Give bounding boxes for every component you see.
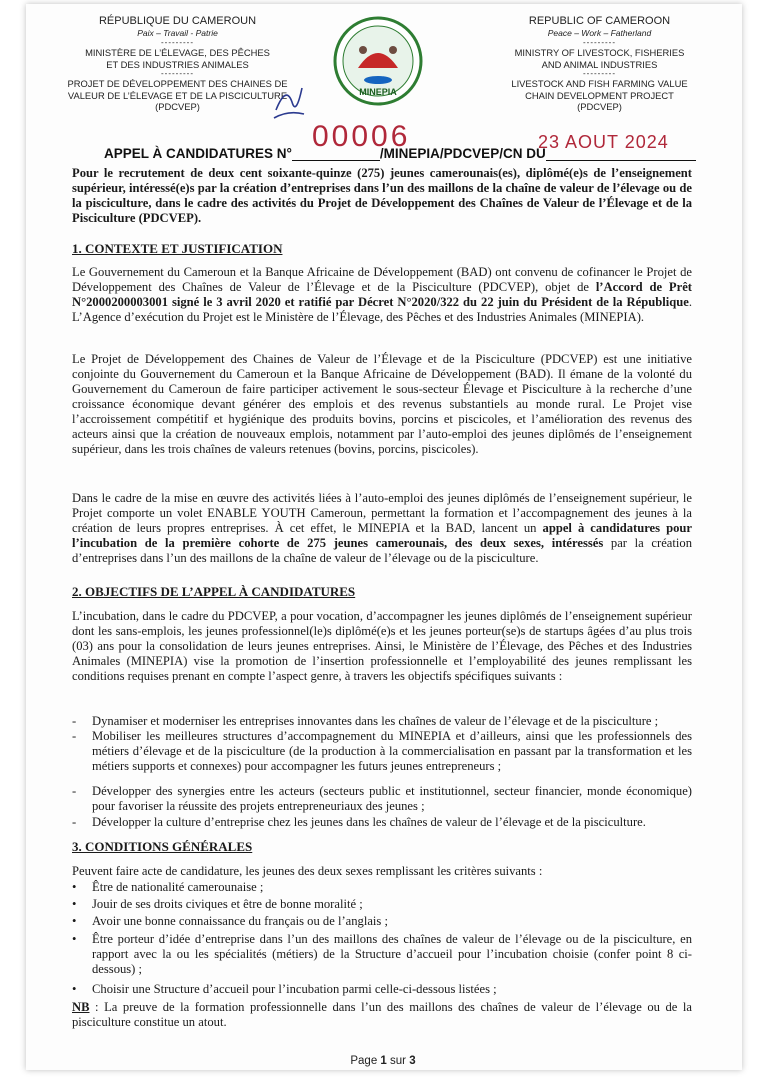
header-right-project-2: CHAIN DEVELOPMENT PROJECT xyxy=(525,89,674,101)
header-left-country: RÉPUBLIQUE DU CAMEROUN xyxy=(98,15,257,27)
page-number: Page 1 sur 3 xyxy=(350,1055,416,1067)
section-2-heading: 2. OBJECTIFS DE L’APPEL À CANDIDATURES xyxy=(72,584,356,599)
condition-item: • Choisir une Structure d’accueil pour l’incubation parmi celle-ci-dessous listées ; xyxy=(72,982,497,996)
header-right-divider: --------- xyxy=(583,38,616,47)
section-3-heading: 3. CONDITIONS GÉNÉRALES xyxy=(72,839,253,854)
header-left-project-3: (PDCVEP) xyxy=(155,101,200,112)
condition-item: • Avoir une bonne connaissance du français ou de l’anglais ; xyxy=(72,914,388,928)
date-stamp: 23 AOUT 2024 xyxy=(538,132,669,152)
reference-number-stamp: 00006 xyxy=(312,120,411,153)
header-left-ministry-2: ET DES INDUSTRIES ANIMALES xyxy=(106,58,249,70)
header-right-ministry-1: MINISTRY OF LIVESTOCK, FISHERIES xyxy=(514,47,685,58)
condition-item: • Être porteur d’idée d’entreprise dans l’un des maillons des chaînes de valeur de l’élevage ou de la pisciculture, en rapport avec la ou les spécialités (métiers) de la Structure d’accueil pour l’incubation choisie (confer point 8 ci-dessous) ; xyxy=(72,932,692,976)
logo-text: MINEPIA xyxy=(359,87,397,97)
header-right-country: REPUBLIC OF CAMEROON xyxy=(528,15,671,27)
section-1-paragraph-1: Le Gouvernement du Cameroun et la Banque Africaine de Développement (BAD) ont convenu de cofinancer le Projet de Développement des Chaînes de Valeur de l’Élevage et de la Pisciculture (PDCVEP), objet de l’Accord de Prêt N°2000200003001 signé le 3 avril 2020 et ratifié par Décret N°2020/322 du 22 juin du Président de la République. L’Agence d’exécution du Projet est le Ministère de l’Élevage, des Pêches et des Industries Animales (MINEPIA). xyxy=(72,265,692,324)
objective-item: - Dynamiser et moderniser les entreprises innovantes dans les chaînes de valeur de l’élevage et de la pisciculture ; xyxy=(72,714,659,728)
title-suffix: /MINEPIA/PDCVEP/CN DU xyxy=(379,146,546,161)
header-left-project-2: VALEUR DE L’ÉLEVAGE ET DE LA PISCICULTURE xyxy=(67,89,288,101)
section-3-paragraph-1: Peuvent faire acte de candidature, les jeunes des deux sexes remplissant les critères suivants : xyxy=(72,864,543,878)
intro-paragraph: Pour le recrutement de deux cent soixante-quinze (275) jeunes camerounais(es), diplômé(e)s de l’enseignement supérieur, intéressé(e)s par la création d’entreprises dans l’un des maillons de la chaîne de valeur de l’élevage ou de la pisciculture, dans le cadre des activités du Projet de Développement des Chaînes de Valeur de l’Élevage et de la Pisciculture (PDCVEP). xyxy=(72,166,692,225)
objective-item: - Développer la culture d’entreprise chez les jeunes dans les chaînes de valeur de l’élevage et de la pisciculture. xyxy=(72,815,646,829)
objective-item: - Mobiliser les meilleures structures d’accompagnement du MINEPIA et d’ailleurs, ainsi que les professionnels des métiers d’élevage et de la pisciculture (de la production à la commercialisation en passant par la transformation et les métiers supports et connexes) pour accompagner les futurs jeunes entrepreneurs ; xyxy=(72,729,692,773)
objective-item: - Développer des synergies entre les acteurs (secteurs public et institutionnel, secteur financier, monde économique) pour favoriser la réussite des projets entrepreneuriaux des jeunes ; xyxy=(72,784,692,813)
header-left-motto: Paix – Travail - Patrie xyxy=(137,28,218,38)
header-left-ministry-1: MINISTÈRE DE L’ÉLEVAGE, DES PÊCHES xyxy=(85,47,270,58)
nota-bene: NB : La preuve de la formation professionnelle dans l’un des maillons des chaînes de valeur de l’élevage ou de la pisciculture constitue un atout. xyxy=(72,1000,692,1029)
section-2-paragraph-1: L’incubation, dans le cadre du PDCVEP, a pour vocation, d’accompagner les jeunes diplômés de l’enseignement supérieur dont les sans-emplois, les jeunes professionnel(le)s diplômé(e)s et les jeunes porteur(se)s de startups âgées d’au plus trois (03) ans pour la consolidation de leurs jeunes entreprises. Ainsi, le Ministère de l’Élevage, des Pêches et des Industries Animales (MINEPIA) vise la promotion de l’insertion professionnelle et l’employabilité des jeunes remplissant les conditions requises prenant en compte l’aspect genre, à travers les objectifs spécifiques suivants : xyxy=(72,609,692,683)
condition-item: • Être de nationalité camerounaise ; xyxy=(72,880,264,894)
header-left-project-1: PROJET DE DÉVELOPPEMENT DES CHAINES DE xyxy=(67,78,288,89)
header-left-divider-2: --------- xyxy=(161,69,194,78)
header-right-divider-2: --------- xyxy=(583,69,616,78)
minepia-logo xyxy=(333,16,423,106)
signature-mark xyxy=(268,80,308,125)
header-left-divider: --------- xyxy=(161,38,194,47)
header-right xyxy=(472,14,727,113)
section-1-heading: 1. CONTEXTE ET JUSTIFICATION xyxy=(72,241,283,256)
header-right-motto: Peace – Work – Fatherland xyxy=(547,28,652,38)
section-1-paragraph-3: Dans le cadre de la mise en œuvre des activités liées à l’auto-emploi des jeunes diplômés de l’enseignement supérieur, le Projet comporte un volet ENABLE YOUTH Cameroun, permettant la formation et l’accompagnement des jeunes à la création de leurs propres entreprises. À cet effet, le MINEPIA et la BAD, lancent un appel à candidatures pour l’incubation de la première cohorte de 275 jeunes camerounais, des deux sexes, intéressés par la création d’entreprises dans l’un des maillons de la chaîne de valeur de l’élevage ou de la pisciculture. xyxy=(72,491,692,565)
header-right-project-1: LIVESTOCK AND FISH FARMING VALUE xyxy=(511,78,688,89)
condition-item: • Jouir de ses droits civiques et être de bonne moralité ; xyxy=(72,897,363,911)
section-1-paragraph-2: Le Projet de Développement des Chaines de Valeur de l’Élevage et de la Pisciculture (PDCVEP) est une initiative conjointe du Gouvernement du Cameroun et la Banque Africaine de Développement (BAD). Il émane de la volonté du Gouvernement du Cameroun de faire participer activement le sous-secteur Élevage et Pisciculture à la recherche d’une croissance économique devant générer des emplois et des revenus substantiels au monde rural. Le Projet vise l’accroissement compétitif et hygiénique des produits bovins, porcins et piscicoles, et l’amélioration des revenus des acteurs ainsi que la création de nouveaux emplois, notamment par l’auto-emploi des jeunes diplômés de l’enseignement supérieur, dans les trois chaînes de valeurs retenues (bovins, porcins, piscicoles). xyxy=(72,352,692,456)
title-prefix: APPEL À CANDIDATURES N° xyxy=(104,146,292,161)
header-right-project-3: (PDCVEP) xyxy=(577,101,622,112)
header-right-ministry-2: AND ANIMAL INDUSTRIES xyxy=(541,58,658,70)
